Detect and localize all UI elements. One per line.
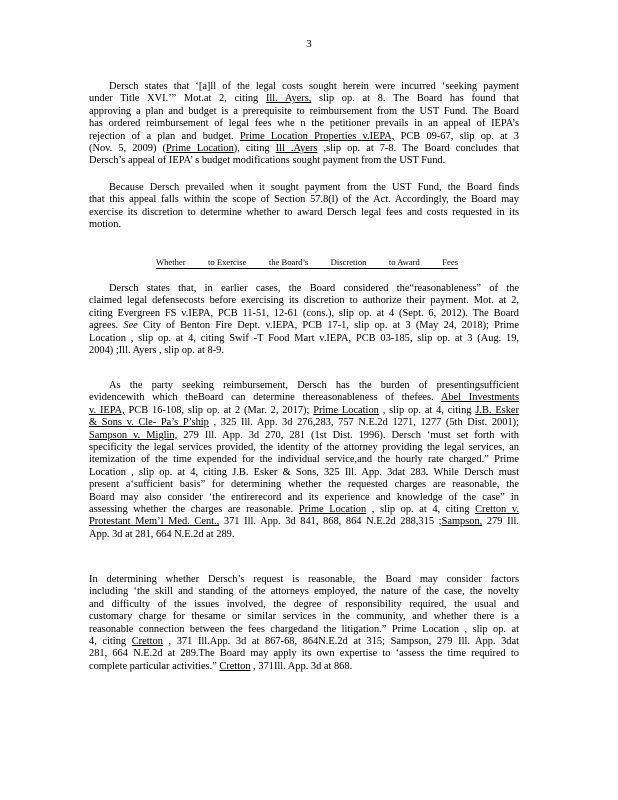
text-line (89, 182, 519, 194)
text-run: Location , slip op. at 4, citing J.B. Esker & Sons, 325 Ill. App. 3dat 283. While Dersch must (89, 466, 519, 478)
text-line (89, 106, 519, 118)
case-citation: J.B. Esker (475, 404, 519, 416)
text-run: that this appeal falls within the scope of Section 57.8(l) of the Act. Accordingly, the Board may (89, 194, 519, 206)
text-line (89, 417, 519, 429)
text-run: Dersch states that, in earlier cases, the Board considered the“reasonableness” of the (109, 283, 519, 294)
text-run: itemization of the time expended for the individual service,and the hourly rate charged.” Prime (89, 454, 519, 466)
case-citation: v. IEPA, (89, 404, 125, 416)
text-line (89, 155, 519, 167)
text-run: 371 Ill. App. 3d 841, 868, 864 N.E.2d 288,315 ; (219, 516, 442, 528)
text-line (89, 81, 519, 93)
text-line (89, 345, 519, 357)
paragraph-factors (89, 574, 519, 673)
text-run: reasonable connection between the fees chargedand the litigation.” Prime Location , slip op. at (89, 623, 519, 635)
case-citation: Ill. Ayers, (265, 93, 312, 105)
text-run: motion. (89, 219, 122, 231)
text-line (89, 143, 519, 155)
case-citation: Prime Location Properties v.IEPA, (239, 130, 395, 142)
text-line (89, 380, 519, 392)
text-run: slip op. at 8. The Board has found that (311, 93, 519, 105)
text-run: and difficulty of the issues involved, the degree of responsibility required, the usual and (89, 598, 519, 610)
text-line (89, 599, 519, 611)
text-run: Dersch’s appeal of IEPA’ s budget modifications sought payment from the UST Fund. (89, 155, 446, 167)
text-run: agrees. (89, 320, 124, 332)
text-line (89, 308, 519, 320)
text-line (89, 283, 519, 295)
text-run: evidencewith which theBoard can determine thereasonableness of thefees. (89, 392, 441, 404)
text-line (89, 392, 519, 404)
text-run: complete particular activities.” (89, 660, 220, 672)
heading-word: to Exercise (208, 257, 247, 267)
case-citation: Protestant Mem’l Med. Cent., (89, 516, 220, 528)
heading-word: the Board’s (268, 257, 309, 267)
text-run: citing Evergreen FS v.IEPA, PCB 11-51, 12-61 (cons.), slip op. at 4 (Sept. 6, 2012). The Board (89, 307, 519, 319)
text-line (89, 405, 519, 417)
heading-word: Whether (156, 257, 186, 267)
text-run: approving a plan and budget is a prerequisite to reimbursement from the UST Fund. The Board (89, 105, 519, 117)
text-line (89, 207, 519, 219)
paragraph-reasonableness (89, 283, 519, 357)
text-line (89, 467, 519, 479)
text-run: City of Benton Fire Dept. v.IEPA, PCB 17-1, slip op. at 3 (May 24, 2018); Prime (137, 320, 519, 332)
case-citation: Cretton (131, 636, 163, 648)
text-line (89, 648, 519, 660)
text-run: PCB 16-108, slip op. at 2 (Mar. 2, 2017); (124, 404, 314, 416)
text-run: ,slip op. at 7-8. The Board concludes that (317, 143, 519, 155)
text-run: 279 Ill. App. 3d 270, 281 (1st Dist. 1996). Dersch ‘must set forth with (177, 429, 519, 441)
text-run: exercise its discretion to determine whether to award Dersch legal fees and costs requested in its (89, 206, 519, 218)
text-line (89, 624, 519, 636)
text-run: , 325 Ill. App. 3d 276,283, 757 N.E.2d 1271, 1277 (5th Dist. 2001); (208, 417, 519, 429)
text-line (89, 504, 519, 516)
text-line (89, 586, 519, 598)
paragraph-burden-of-proof (89, 380, 519, 541)
text-run: including ‘the skill and standing of the attorneys employed, the nature of the case, the novelty (89, 586, 519, 598)
text-run: present a‘sufficient basis” for determining whether the requested charges are reasonable, the (89, 479, 519, 491)
case-citation: Cretton v. (475, 504, 519, 516)
paragraph-legal-costs (89, 81, 519, 168)
case-citation: Cretton (219, 660, 251, 672)
paragraph-discretion-scope (89, 182, 519, 232)
text-line (89, 636, 519, 648)
text-run: 279 Ill. (482, 516, 519, 528)
text-run: , 371Ill. App. 3d at 868. (250, 660, 353, 672)
text-run: 2004) ;Ill. Ayers , slip op. at 8-9. (89, 345, 224, 357)
heading-word: to Award (388, 257, 420, 267)
text-run: under Title XVI.’” Mot.at 2, citing (89, 93, 266, 105)
text-run: Dersch states that ‘[a]ll of the legal costs sought herein were incurred ‘seeking payment (109, 81, 519, 92)
text-line (89, 529, 519, 541)
text-line (89, 131, 519, 143)
case-citation: Sampson v. Miglin, (89, 429, 178, 441)
text-line (89, 333, 519, 345)
case-citation: Ill .Ayers (275, 143, 318, 155)
text-run: , 371 Ill.App. 3d at 867-68, 864N.E.2d at 315; Sampson, 279 Ill. App. 3dat (162, 636, 520, 648)
text-line (89, 295, 519, 307)
text-run: specificity the legal services provided, the identity of the attorney providing the legal services, an (89, 442, 519, 454)
text-line (89, 479, 519, 491)
case-citation: Sampson, (441, 516, 483, 528)
text-line (89, 661, 519, 673)
text-line (89, 320, 519, 332)
case-citation: Prime Location (313, 404, 379, 416)
text-line (89, 118, 519, 130)
text-run: claimed legal defensecosts before exercising its discretion to authorize their payment. Mot. at 2, (89, 295, 519, 307)
text-run: 4, citing (89, 636, 132, 648)
text-line (89, 442, 519, 454)
text-run: Board may also consider ‘the entirerecord and its experience and knowledge of the case” in (89, 491, 519, 503)
text-run: Location , slip op. at 4, citing Swif -T Food Mart v.IEPA, PCB 03-185, slip op. at 3 (Aug. 19, (89, 332, 519, 344)
case-citation: Prime Location (165, 143, 234, 155)
text-run: , slip op. at 4, citing (378, 404, 476, 416)
heading-word: Discretion (330, 257, 367, 267)
section-heading (156, 257, 458, 269)
text-run: 281, 664 N.E.2d at 289.The Board may apply its own expertise to ‘assess the time required to (89, 648, 519, 660)
text-line (89, 574, 519, 586)
text-run: In determining whether Dersch’s request is reasonable, the Board may consider factors (89, 574, 519, 585)
text-line (89, 430, 519, 442)
text-run: (Nov. 5, 2009) ( (89, 143, 166, 155)
text-run: ), citing (233, 143, 276, 155)
text-run: customary charge for thesame or similar services in the community, and whether there is a (89, 611, 519, 623)
text-line (89, 93, 519, 105)
text-run: App. 3d at 281, 664 N.E.2d at 289. (89, 528, 235, 540)
text-run: , slip op. at 4, citing (366, 504, 476, 516)
text-run: As the party seeking reimbursement, Dersch has the burden of presentingsufficient (109, 380, 519, 391)
text-line (89, 516, 519, 528)
text-run: Because Dersch prevailed when it sought payment from the UST Fund, the Board finds (109, 182, 519, 193)
text-line (89, 194, 519, 206)
text-run: PCB 09-67, slip op. at 3 (394, 130, 519, 142)
case-citation: & Sons v. Cle- Pa’s P’ship (89, 417, 209, 429)
text-line (89, 492, 519, 504)
case-citation: Abel Investments (440, 392, 519, 404)
text-line (89, 454, 519, 466)
text-line (89, 219, 519, 231)
case-citation: Prime Location (298, 504, 367, 516)
signal-word: See (123, 320, 138, 332)
text-run: has ordered reimbursement of legal fees whe n the petitioner prevails in an appeal of IEPA’s (89, 118, 519, 130)
heading-word: Fees (442, 257, 458, 267)
page-number: 3 (306, 38, 312, 50)
text-run: assessing whether the charges are reasonable. (89, 504, 299, 516)
text-line (89, 611, 519, 623)
text-run: rejection of a plan and budget. (89, 130, 240, 142)
